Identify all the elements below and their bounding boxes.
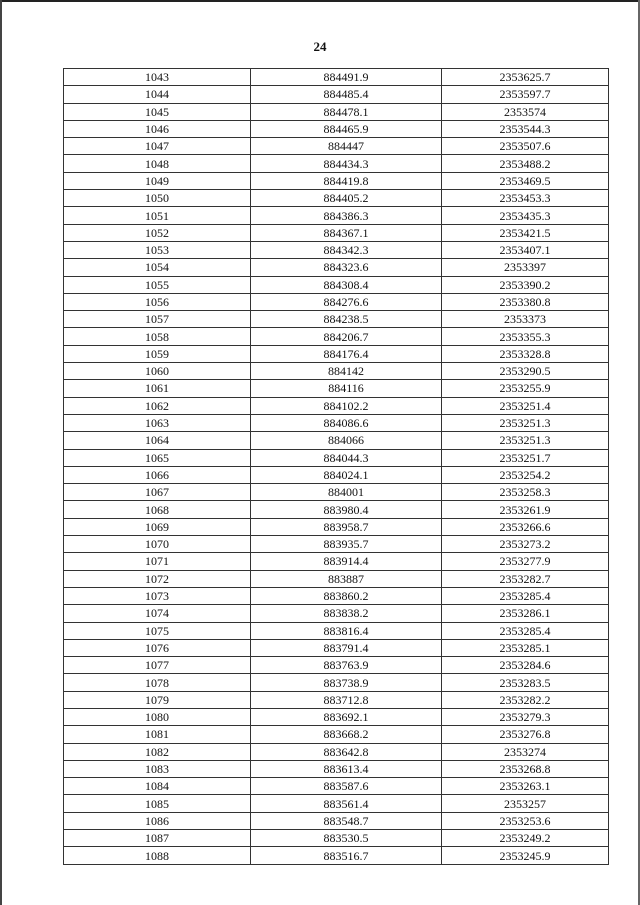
x-coordinate-cell: 884367.1 [251, 224, 442, 241]
y-coordinate-cell: 2353266.6 [442, 518, 609, 535]
point-number-cell: 1078 [64, 674, 251, 691]
table-row [64, 536, 609, 553]
table-row [64, 743, 609, 760]
table-row [64, 726, 609, 743]
point-number-cell: 1088 [64, 847, 251, 864]
y-coordinate-cell: 2353253.6 [442, 812, 609, 829]
point-number-cell: 1073 [64, 587, 251, 604]
point-number-cell: 1060 [64, 363, 251, 380]
x-coordinate-cell: 884044.3 [251, 449, 442, 466]
x-coordinate-cell: 884491.9 [251, 69, 442, 86]
point-number-cell: 1086 [64, 812, 251, 829]
x-coordinate-cell: 884024.1 [251, 466, 442, 483]
point-number-cell: 1046 [64, 120, 251, 137]
y-coordinate-cell: 2353254.2 [442, 466, 609, 483]
x-coordinate-cell: 883887 [251, 570, 442, 587]
point-number-cell: 1058 [64, 328, 251, 345]
y-coordinate-cell: 2353249.2 [442, 830, 609, 847]
x-coordinate-cell: 884465.9 [251, 120, 442, 137]
x-coordinate-cell: 884206.7 [251, 328, 442, 345]
point-number-cell: 1057 [64, 311, 251, 328]
x-coordinate-cell: 884238.5 [251, 311, 442, 328]
page-edge-top [0, 0, 640, 2]
table-row [64, 466, 609, 483]
y-coordinate-cell: 2353277.9 [442, 553, 609, 570]
point-number-cell: 1049 [64, 172, 251, 189]
point-number-cell: 1074 [64, 605, 251, 622]
x-coordinate-cell: 883958.7 [251, 518, 442, 535]
y-coordinate-cell: 2353625.7 [442, 69, 609, 86]
point-number-cell: 1079 [64, 691, 251, 708]
coordinates-table [63, 68, 609, 865]
y-coordinate-cell: 2353574 [442, 103, 609, 120]
table-row [64, 812, 609, 829]
table-row [64, 501, 609, 518]
y-coordinate-cell: 2353390.2 [442, 276, 609, 293]
table-row [64, 311, 609, 328]
x-coordinate-cell: 883738.9 [251, 674, 442, 691]
y-coordinate-cell: 2353255.9 [442, 380, 609, 397]
y-coordinate-cell: 2353273.2 [442, 536, 609, 553]
x-coordinate-cell: 883548.7 [251, 812, 442, 829]
table-row [64, 484, 609, 501]
page-number: 24 [313, 39, 327, 54]
x-coordinate-cell: 883668.2 [251, 726, 442, 743]
y-coordinate-cell: 2353397 [442, 259, 609, 276]
table-row [64, 328, 609, 345]
point-number-cell: 1075 [64, 622, 251, 639]
x-coordinate-cell: 884323.6 [251, 259, 442, 276]
y-coordinate-cell: 2353469.5 [442, 172, 609, 189]
point-number-cell: 1080 [64, 708, 251, 725]
x-coordinate-cell: 883791.4 [251, 639, 442, 656]
y-coordinate-cell: 2353263.1 [442, 778, 609, 795]
table-row [64, 414, 609, 431]
x-coordinate-cell: 883816.4 [251, 622, 442, 639]
x-coordinate-cell: 883530.5 [251, 830, 442, 847]
y-coordinate-cell: 2353251.7 [442, 449, 609, 466]
y-coordinate-cell: 2353507.6 [442, 138, 609, 155]
x-coordinate-cell: 883642.8 [251, 743, 442, 760]
table-row [64, 345, 609, 362]
point-number-cell: 1064 [64, 432, 251, 449]
point-number-cell: 1082 [64, 743, 251, 760]
point-number-cell: 1066 [64, 466, 251, 483]
table-row [64, 605, 609, 622]
coordinates-table-body [64, 69, 609, 865]
point-number-cell: 1059 [64, 345, 251, 362]
table-row [64, 380, 609, 397]
y-coordinate-cell: 2353435.3 [442, 207, 609, 224]
x-coordinate-cell: 883914.4 [251, 553, 442, 570]
x-coordinate-cell: 884434.3 [251, 155, 442, 172]
x-coordinate-cell: 884066 [251, 432, 442, 449]
table-row [64, 847, 609, 864]
y-coordinate-cell: 2353284.6 [442, 657, 609, 674]
y-coordinate-cell: 2353268.8 [442, 760, 609, 777]
x-coordinate-cell: 883763.9 [251, 657, 442, 674]
table-row [64, 224, 609, 241]
x-coordinate-cell: 884102.2 [251, 397, 442, 414]
point-number-cell: 1047 [64, 138, 251, 155]
table-row [64, 760, 609, 777]
table-row [64, 86, 609, 103]
point-number-cell: 1087 [64, 830, 251, 847]
x-coordinate-cell: 884176.4 [251, 345, 442, 362]
point-number-cell: 1084 [64, 778, 251, 795]
y-coordinate-cell: 2353285.1 [442, 639, 609, 656]
x-coordinate-cell: 884342.3 [251, 241, 442, 258]
y-coordinate-cell: 2353251.3 [442, 414, 609, 431]
table-row [64, 691, 609, 708]
page-edge-left [0, 0, 2, 905]
point-number-cell: 1065 [64, 449, 251, 466]
point-number-cell: 1077 [64, 657, 251, 674]
y-coordinate-cell: 2353274 [442, 743, 609, 760]
table-row [64, 138, 609, 155]
x-coordinate-cell: 883613.4 [251, 760, 442, 777]
table-row [64, 155, 609, 172]
table-row [64, 190, 609, 207]
point-number-cell: 1055 [64, 276, 251, 293]
x-coordinate-cell: 883516.7 [251, 847, 442, 864]
point-number-cell: 1069 [64, 518, 251, 535]
x-coordinate-cell: 884386.3 [251, 207, 442, 224]
y-coordinate-cell: 2353251.3 [442, 432, 609, 449]
table-row [64, 639, 609, 656]
point-number-cell: 1085 [64, 795, 251, 812]
y-coordinate-cell: 2353279.3 [442, 708, 609, 725]
y-coordinate-cell: 2353276.8 [442, 726, 609, 743]
y-coordinate-cell: 2353251.4 [442, 397, 609, 414]
table-row [64, 570, 609, 587]
x-coordinate-cell: 884142 [251, 363, 442, 380]
table-row [64, 622, 609, 639]
y-coordinate-cell: 2353282.2 [442, 691, 609, 708]
table-row [64, 103, 609, 120]
y-coordinate-cell: 2353597.7 [442, 86, 609, 103]
x-coordinate-cell: 884419.8 [251, 172, 442, 189]
point-number-cell: 1052 [64, 224, 251, 241]
table-row [64, 778, 609, 795]
point-number-cell: 1068 [64, 501, 251, 518]
x-coordinate-cell: 883712.8 [251, 691, 442, 708]
x-coordinate-cell: 883587.6 [251, 778, 442, 795]
x-coordinate-cell: 884116 [251, 380, 442, 397]
point-number-cell: 1063 [64, 414, 251, 431]
table-row [64, 363, 609, 380]
x-coordinate-cell: 884447 [251, 138, 442, 155]
point-number-cell: 1076 [64, 639, 251, 656]
y-coordinate-cell: 2353261.9 [442, 501, 609, 518]
point-number-cell: 1067 [64, 484, 251, 501]
y-coordinate-cell: 2353355.3 [442, 328, 609, 345]
point-number-cell: 1043 [64, 69, 251, 86]
point-number-cell: 1051 [64, 207, 251, 224]
x-coordinate-cell: 883692.1 [251, 708, 442, 725]
point-number-cell: 1056 [64, 293, 251, 310]
table-row [64, 172, 609, 189]
table-row [64, 674, 609, 691]
y-coordinate-cell: 2353380.8 [442, 293, 609, 310]
y-coordinate-cell: 2353544.3 [442, 120, 609, 137]
point-number-cell: 1044 [64, 86, 251, 103]
y-coordinate-cell: 2353328.8 [442, 345, 609, 362]
point-number-cell: 1070 [64, 536, 251, 553]
y-coordinate-cell: 2353373 [442, 311, 609, 328]
point-number-cell: 1072 [64, 570, 251, 587]
x-coordinate-cell: 884276.6 [251, 293, 442, 310]
table-row [64, 69, 609, 86]
table-row [64, 207, 609, 224]
y-coordinate-cell: 2353258.3 [442, 484, 609, 501]
point-number-cell: 1048 [64, 155, 251, 172]
y-coordinate-cell: 2353283.5 [442, 674, 609, 691]
x-coordinate-cell: 884086.6 [251, 414, 442, 431]
table-row [64, 397, 609, 414]
table-row [64, 587, 609, 604]
point-number-cell: 1083 [64, 760, 251, 777]
y-coordinate-cell: 2353257 [442, 795, 609, 812]
point-number-cell: 1054 [64, 259, 251, 276]
x-coordinate-cell: 884308.4 [251, 276, 442, 293]
x-coordinate-cell: 884485.4 [251, 86, 442, 103]
point-number-cell: 1062 [64, 397, 251, 414]
y-coordinate-cell: 2353453.3 [442, 190, 609, 207]
table-row [64, 553, 609, 570]
y-coordinate-cell: 2353407.1 [442, 241, 609, 258]
table-row [64, 293, 609, 310]
y-coordinate-cell: 2353285.4 [442, 622, 609, 639]
table-row [64, 708, 609, 725]
x-coordinate-cell: 884001 [251, 484, 442, 501]
y-coordinate-cell: 2353282.7 [442, 570, 609, 587]
y-coordinate-cell: 2353245.9 [442, 847, 609, 864]
x-coordinate-cell: 883935.7 [251, 536, 442, 553]
x-coordinate-cell: 883980.4 [251, 501, 442, 518]
table-row [64, 449, 609, 466]
y-coordinate-cell: 2353421.5 [442, 224, 609, 241]
table-row [64, 432, 609, 449]
y-coordinate-cell: 2353290.5 [442, 363, 609, 380]
table-row [64, 518, 609, 535]
table-row [64, 657, 609, 674]
point-number-cell: 1061 [64, 380, 251, 397]
x-coordinate-cell: 884405.2 [251, 190, 442, 207]
x-coordinate-cell: 883860.2 [251, 587, 442, 604]
x-coordinate-cell: 883561.4 [251, 795, 442, 812]
table-row [64, 120, 609, 137]
table-row [64, 276, 609, 293]
point-number-cell: 1081 [64, 726, 251, 743]
point-number-cell: 1050 [64, 190, 251, 207]
table-row [64, 241, 609, 258]
point-number-cell: 1071 [64, 553, 251, 570]
table-row [64, 795, 609, 812]
point-number-cell: 1045 [64, 103, 251, 120]
table-row [64, 259, 609, 276]
point-number-cell: 1053 [64, 241, 251, 258]
y-coordinate-cell: 2353285.4 [442, 587, 609, 604]
y-coordinate-cell: 2353488.2 [442, 155, 609, 172]
y-coordinate-cell: 2353286.1 [442, 605, 609, 622]
x-coordinate-cell: 884478.1 [251, 103, 442, 120]
x-coordinate-cell: 883838.2 [251, 605, 442, 622]
table-row [64, 830, 609, 847]
